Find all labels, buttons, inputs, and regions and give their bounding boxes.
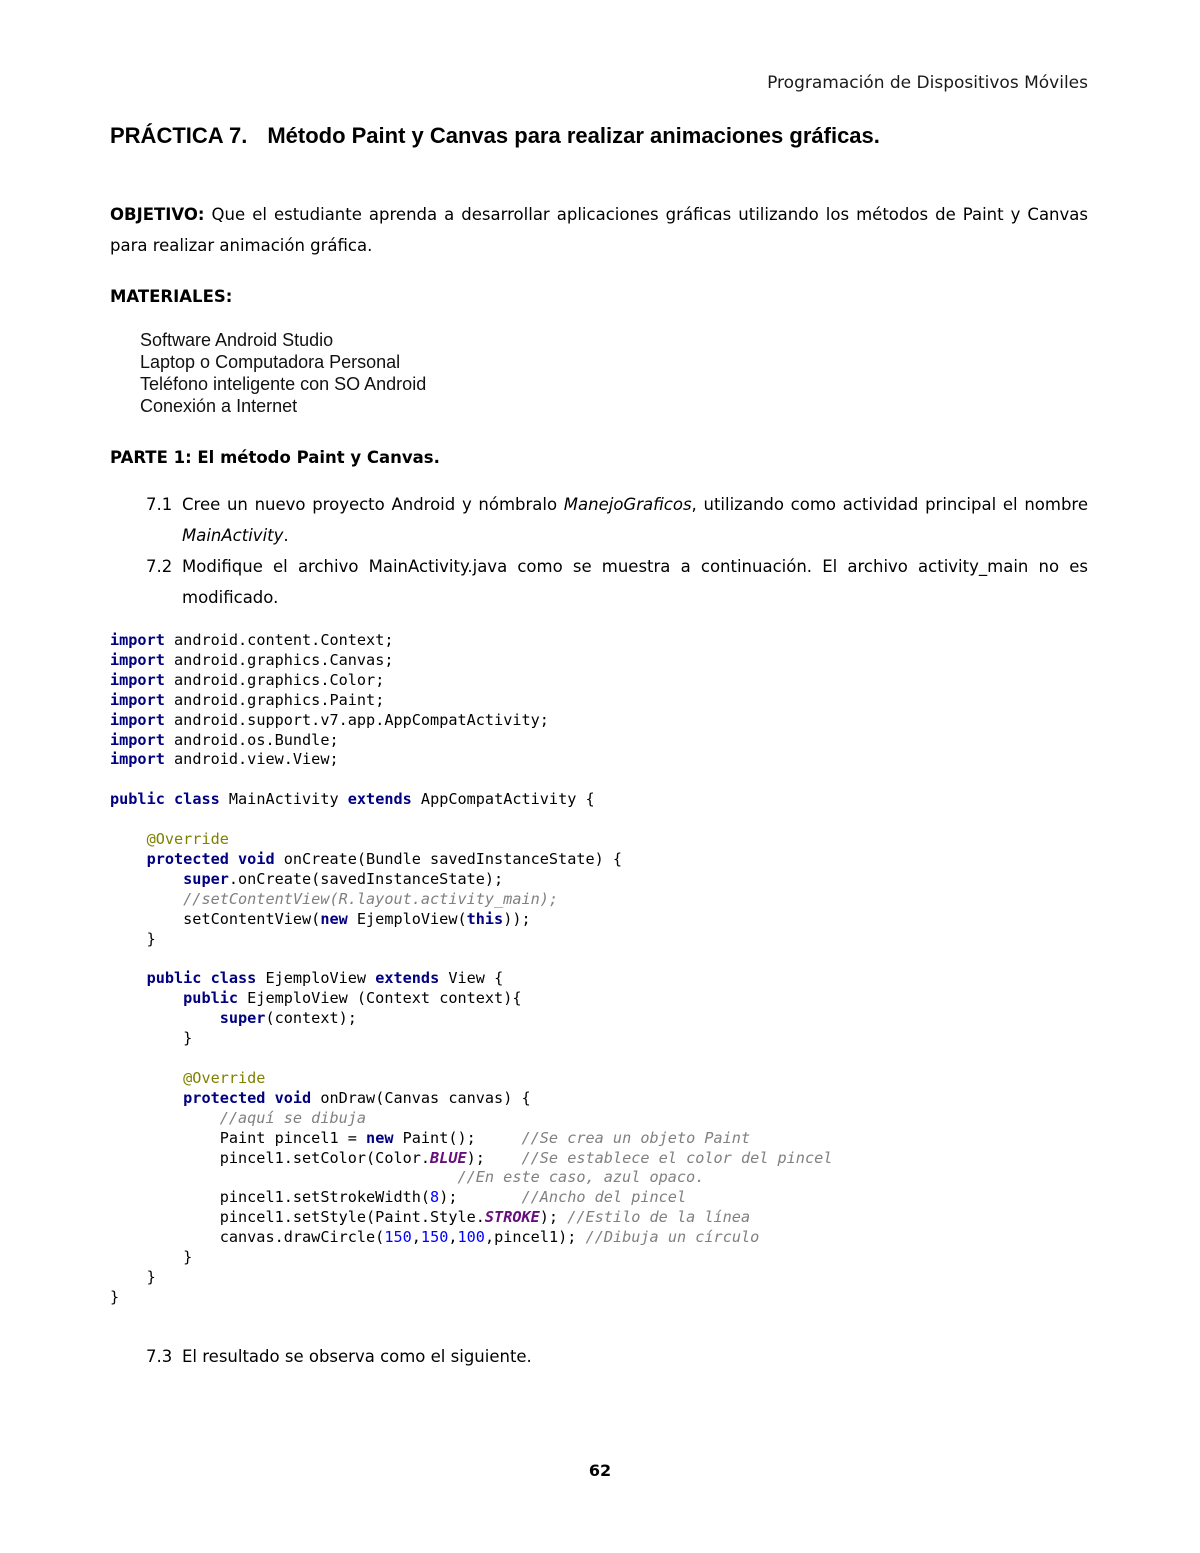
project-name: ManejoGraficos [563, 495, 692, 514]
code-text: ,pincel1); [484, 1228, 586, 1247]
step-number: 7.1 [146, 495, 173, 514]
code-text: android.graphics.Color; [174, 670, 385, 689]
code-comment: //Dibuja un círculo [585, 1228, 760, 1247]
step-text [182, 489, 1088, 551]
practice-title-text: Método Paint y Canvas para realizar animaciones gráficas. [267, 123, 880, 148]
code-text: android.graphics.Canvas; [174, 650, 394, 669]
code-keyword: import [110, 750, 165, 769]
practice-title [110, 123, 880, 149]
code-keyword: void [274, 1088, 312, 1107]
list-item: Conexión a Internet [140, 396, 298, 416]
code-text: android.view.View; [174, 750, 339, 769]
list-item: Laptop o Computadora Personal [140, 352, 401, 372]
materials-heading: MATERIALES: [110, 287, 233, 306]
code-text: onDraw(Canvas canvas) { [311, 1088, 531, 1107]
code-block [110, 631, 832, 1308]
code-text: , [411, 1228, 421, 1247]
code-text: (context); [265, 1009, 357, 1028]
step-text-part: , utilizando como actividad principal el nombre [691, 495, 1089, 514]
code-text: android.os.Bundle; [174, 730, 339, 749]
code-keyword: public [183, 989, 239, 1008]
list-item: Teléfono inteligente con SO Android [140, 374, 427, 394]
code-text: EjemploView( [347, 909, 467, 928]
code-keyword: new [366, 1128, 394, 1147]
code-text: Paint(); [393, 1128, 522, 1147]
code-text: setContentView( [183, 909, 321, 928]
code-text: EjemploView [256, 969, 376, 988]
code-keyword: import [110, 710, 165, 729]
code-text: } [146, 929, 156, 948]
code-text: } [146, 1268, 156, 1286]
step-text-part: . [283, 526, 289, 545]
code-keyword: import [110, 690, 165, 709]
code-text: .onCreate(savedInstanceState); [228, 869, 504, 888]
practice-number: PRÁCTICA 7. [110, 123, 248, 148]
code-text: AppCompatActivity { [411, 790, 595, 809]
code-keyword: extends [375, 969, 440, 988]
code-text: android.graphics.Paint; [174, 690, 385, 709]
code-comment: //Estilo de la línea [567, 1208, 751, 1227]
step-7-3 [146, 1341, 1088, 1372]
step-text: El resultado se observa como el siguiente. [182, 1347, 532, 1366]
code-comment: //Se crea un objeto Paint [521, 1128, 751, 1147]
code-keyword: void [238, 849, 275, 868]
code-text: android.content.Context; [174, 631, 394, 649]
code-keyword: this [466, 909, 504, 928]
code-text: } [183, 1248, 193, 1267]
code-keyword: new [320, 909, 348, 928]
code-keyword: protected [146, 849, 229, 868]
code-comment: //aquí se dibuja [219, 1108, 367, 1127]
step-text-part: Cree un nuevo proyecto Android y nómbralo [182, 495, 564, 514]
code-comment: //En este caso, azul opaco. [457, 1168, 705, 1187]
page-number: 62 [588, 1461, 612, 1480]
code-number: 8 [430, 1188, 440, 1207]
step-7-2 [146, 551, 1088, 613]
code-keyword: import [110, 730, 165, 749]
code-keyword: import [110, 650, 165, 669]
step-7-1 [146, 489, 1088, 551]
code-text: ); [466, 1148, 522, 1167]
step-text: Modifique el archivo MainActivity.java como se muestra a continuación. El archivo activity_main no es modificado. [182, 557, 1088, 607]
section-heading: PARTE 1: El método Paint y Canvas. [110, 448, 440, 467]
code-keyword: class [210, 969, 257, 988]
list-item: Software Android Studio [140, 330, 334, 350]
objective-paragraph [110, 199, 1088, 261]
code-text: EjemploView (Context context){ [238, 989, 522, 1008]
code-keyword: class [174, 790, 220, 809]
code-text: pincel1.setColor(Color. [219, 1148, 431, 1167]
code-text: onCreate(Bundle savedInstanceState) { [274, 849, 623, 868]
code-keyword: import [110, 670, 165, 689]
code-keyword: super [219, 1009, 266, 1028]
code-text: pincel1.setStrokeWidth( [219, 1188, 431, 1207]
code-text: )); [503, 909, 531, 928]
code-keyword: extends [347, 790, 412, 809]
materials-list [140, 329, 426, 417]
code-comment: //Se establece el color del pincel [521, 1148, 833, 1167]
objective-label: OBJETIVO: [110, 205, 205, 224]
step-number: 7.3 [146, 1347, 173, 1366]
code-number: 150 [384, 1228, 412, 1247]
code-keyword: import [110, 631, 165, 649]
code-number: 150 [420, 1228, 449, 1247]
code-constant: BLUE [430, 1148, 467, 1167]
code-text: } [183, 1029, 193, 1048]
code-text: android.support.v7.app.AppCompatActivity; [174, 710, 549, 729]
code-text: ); [539, 1208, 568, 1227]
code-keyword: super [183, 869, 229, 888]
objective-text: Que el estudiante aprenda a desarrollar aplicaciones gráficas utilizando los métodos de Paint y Canvas para realizar animación gráfica. [110, 205, 1088, 255]
code-text: View { [439, 969, 504, 988]
code-constant: STROKE [484, 1208, 540, 1227]
code-keyword: protected [183, 1088, 266, 1107]
code-annotation: @Override [146, 830, 229, 849]
code-text: canvas.drawCircle( [219, 1228, 385, 1247]
running-header: Programación de Dispositivos Móviles [767, 73, 1088, 93]
activity-name: MainActivity [182, 526, 284, 545]
code-text: , [448, 1228, 458, 1247]
code-number: 100 [457, 1228, 485, 1247]
code-keyword: public [110, 790, 165, 809]
code-annotation: @Override [183, 1068, 266, 1087]
code-text: } [110, 1287, 120, 1306]
code-text: pincel1.setStyle(Paint.Style. [219, 1208, 485, 1227]
code-comment: //Ancho del pincel [521, 1188, 687, 1207]
code-text: MainActivity [219, 790, 348, 809]
code-text: Paint pincel1 = [219, 1128, 367, 1147]
step-number: 7.2 [146, 557, 173, 576]
code-keyword: public [146, 969, 202, 988]
code-comment: //setContentView(R.layout.activity_main); [183, 889, 559, 908]
code-text: ); [439, 1188, 522, 1207]
